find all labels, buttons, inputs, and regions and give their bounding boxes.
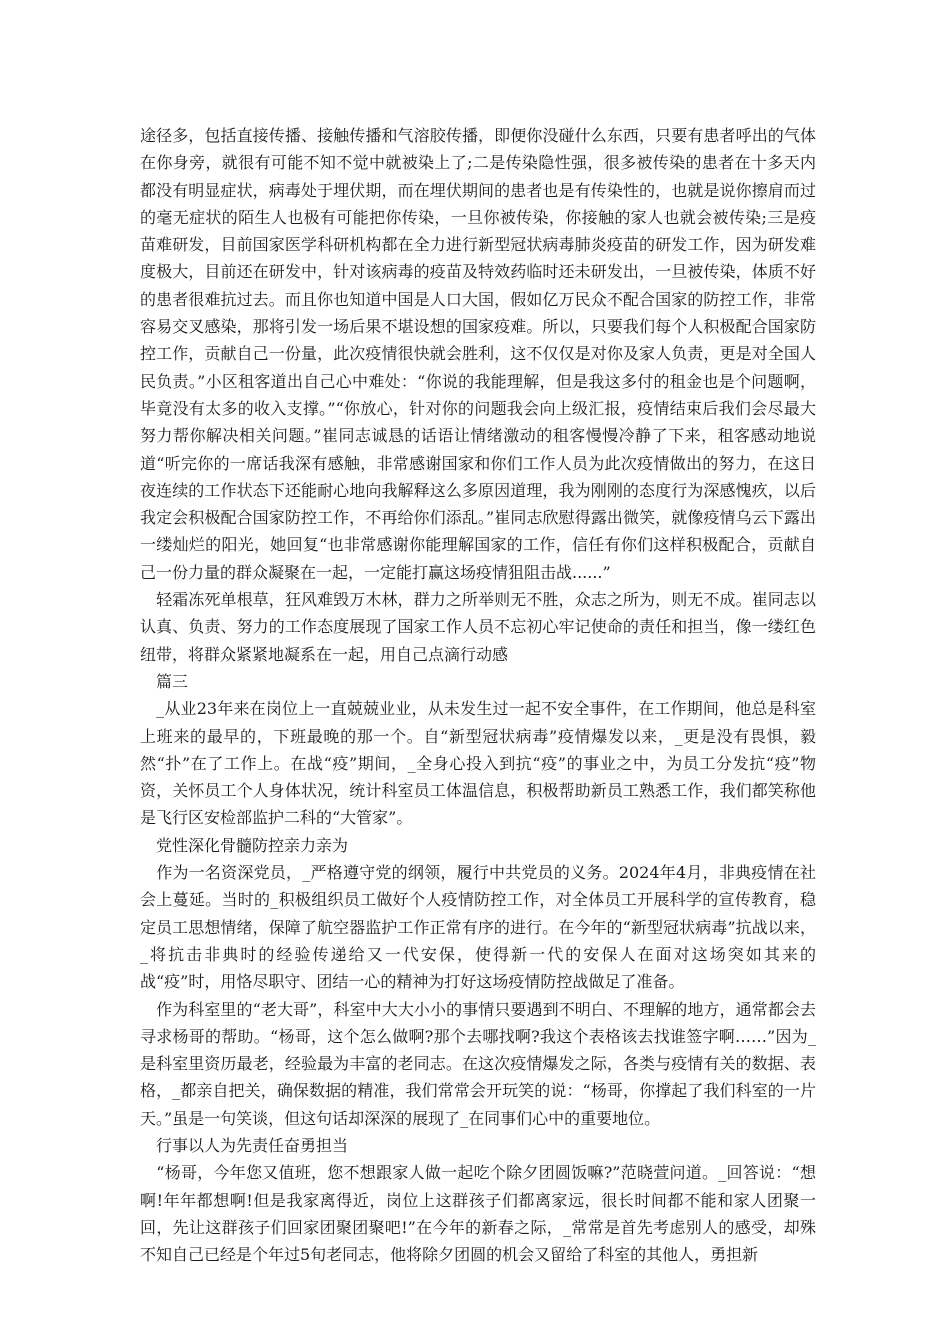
section-heading: 篇三 [140, 671, 189, 691]
document-page [140, 122, 816, 1268]
paragraph-party: 作为一名资深党员，_严格遵守党的纲领，履行中共党员的义务。2024年4月，非典疫情在社会上蔓延。当时的_积极组织员工做好个人疫情防控工作，对全体员工开展科学的宣传教育，稳定员工思想情绪，保障了航空器监护工作正常有序的进行。在今年的“新型冠状病毒”抗战以来，_将抗击非典时的经验传递给又一代安保，使得新一代的安保人在面对这场突如其来的战“疫”时，用恪尽职守、团结一心的精神为打好这场疫情防控战做足了准备。 [140, 863, 816, 992]
paragraph-big-brother: 作为科室里的“老大哥”，科室中大大小小的事情只要遇到不明白、不理解的地方，通常都会去寻求杨哥的帮助。“杨哥，这个怎么做啊?那个去哪找啊?我这个表格该去找谁签字啊……”因为_是科室里资历最老，经验最为丰富的老同志。在这次疫情爆发之际，各类与疫情有关的数据、表格，_都亲自把关，确保数据的精准，我们常常会开玩笑的说：“杨哥，你撑起了我们科室的一片天。”虽是一句笑谈，但这句话却深深的展现了_在同事们心中的重要地位。 [140, 999, 816, 1128]
paragraph-intro: _从业23年来在岗位上一直兢兢业业，从未发生过一起不安全事件，在工作期间，他总是科室上班来的最早的，下班最晚的那一个。自“新型冠状病毒”疫情爆发以来，_更是没有畏惧，毅然“扑”在了工作上。在战“疫”期间，_全身心投入到抗“疫”的事业之中，为员工分发抗“疫”物资，关怀员工个人身体状况，统计科室员工体温信息，积极帮助新员工熟悉工作，我们都笑称他是飞行区安检部监护二科的“大管家”。 [140, 699, 816, 828]
paragraph-continuation: 途径多，包括直接传播、接触传播和气溶胶传播，即便你没碰什么东西，只要有患者呼出的气体在你身旁，就很有可能不知不觉中就被染上了;二是传染隐性强，很多被传染的患者在十多天内都没有明显症状，病毒处于埋伏期，而在埋伏期间的患者也是有传染性的，也就是说你擦肩而过的毫无症状的陌生人也极有可能把你传染，一旦你被传染，你接触的家人也就会被传染;三是疫苗难研发，目前国家医学科研机构都在全力进行新型冠状病毒肺炎疫苗的研发工作，因为研发难度极大，目前还在研发中，针对该病毒的疫苗及特效药临时还未研发出，一旦被传染，体质不好的患者很难抗过去。而且你也知道中国是人口大国，假如亿万民众不配合国家的防控工作，非常容易交叉感染，那将引发一场后果不堪设想的国家疫难。所以，只要我们每个人积极配合国家防控工作，贡献自己一份量，此次疫情很快就会胜利，这不仅仅是对你及家人负责，更是对全国人民负责。”小区租客道出自己心中难处：“你说的我能理解，但是我这多付的租金也是个问题啊，毕竟没有太多的收入支撑。”“你放心，针对你的问题我会向上级汇报，疫情结束后我们会尽最大努力帮你解决相关问题。”崔同志诚恳的话语让情绪激动的租客慢慢冷静了下来，租客感动地说道“听完你的一席话我深有感触，非常感谢国家和你们工作人员为此次疫情做出的努力，在这日夜连续的工作状态下还能耐心地向我解释这么多原因道理，我为刚刚的态度行为深感愧疚，以后我定会积极配合国家防控工作，不再给你们添乱。”崔同志欣慰得露出微笑，就像疫情乌云下露出一缕灿烂的阳光，她回复“也非常感谢你能理解国家的工作，信任有你们这样积极配合，贡献自己一份力量的群众凝聚在一起，一定能打赢这场疫情狙阻击战......” [140, 126, 816, 582]
paragraph-responsibility: “杨哥，今年您又值班，您不想跟家人做一起吃个除夕团圆饭嘛?”范晓萱问道。_回答说：“想啊!年年都想啊!但是我家离得近，岗位上这群孩子们都离家远，很长时间都不能和家人团聚一回，先让这群孩子们回家团聚团聚吧!”在今年的新春之际，_常常是首先考虑别人的感受，却殊不知自己已经是个年过5旬老同志，他将除夕团圆的机会又留给了科室的其他人，勇担新 [140, 1163, 816, 1265]
subheading-responsibility: 行事以人为先责任奋勇担当 [140, 1135, 349, 1155]
subheading-party: 党性深化骨髓防控亲力亲为 [140, 835, 349, 855]
paragraph-summary: 轻霜冻死单根草，狂风难毁万木林，群力之所举则无不胜，众志之所为，则无不成。崔同志以认真、负责、努力的工作态度展现了国家工作人员不忘初心牢记使命的责任和担当，像一缕红色纽带，将群众紧紧地凝系在一起，用自己点滴行动感 [140, 590, 816, 664]
